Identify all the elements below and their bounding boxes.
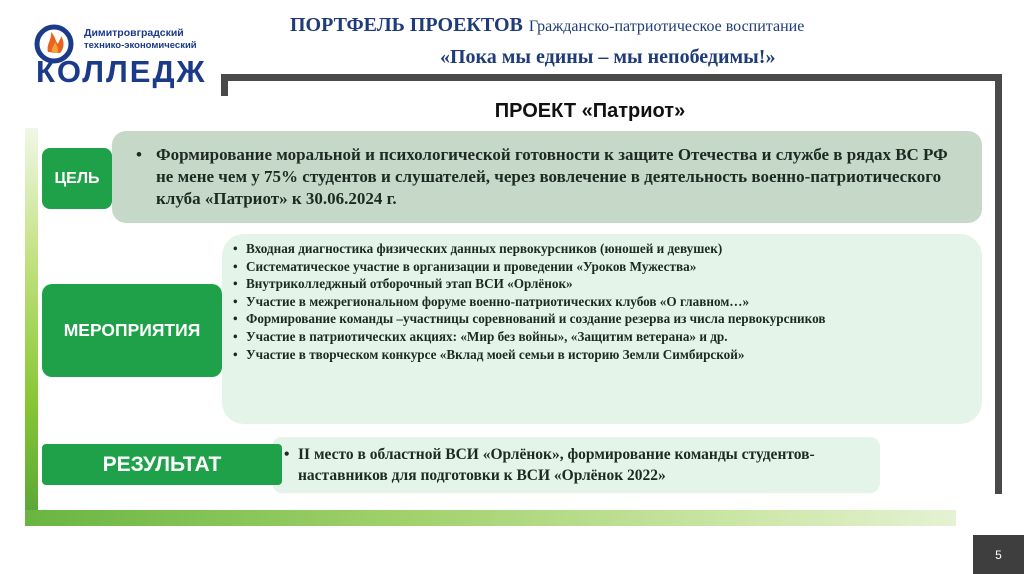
events-item: • Входная диагностика физических данных первокурсников (юношей и девушек) — [230, 240, 966, 258]
page-subtitle: Гражданско-патриотическое воспитание — [528, 18, 805, 35]
events-item: • Участие в творческом конкурсе «Вклад моей семьи в историю Земли Симбирской» — [230, 346, 966, 364]
logo-text-line2: технико-экономический — [84, 40, 197, 51]
green-gradient-bar-bottom — [25, 510, 956, 526]
goal-panel — [112, 131, 982, 223]
events-list — [230, 240, 966, 363]
project-title: ПРОЕКТ «Патриот» — [494, 100, 686, 122]
result-label: РЕЗУЛЬТАТ — [42, 444, 282, 485]
goal-list — [136, 144, 964, 210]
result-item: • II место в областной ВСИ «Орлёнок», формирование команды студентов-наставников для подготовки к ВСИ «Орлёнок 2022» — [284, 444, 870, 486]
result-panel — [272, 437, 880, 493]
page-number: 5 — [973, 535, 1024, 574]
goal-label: ЦЕЛЬ — [42, 148, 112, 209]
goal-item: • Формирование моральной и психологической готовности к защите Отечества и службе в рядах ВС РФ не мене чем у 75% студентов и слушателей, через вовлечение в деятельность военно-патриотического клуба «Патриот» к 30.06.2024 г. — [136, 144, 964, 210]
events-item: • Формирование команды –участницы соревнований и создание резерва из числа первокурсников — [230, 310, 966, 328]
logo-wordmark: КОЛЛЕДЖ — [36, 54, 207, 89]
events-item: • Участие в межрегиональном форуме военно-патриотических клубов «О главном…» — [230, 293, 966, 311]
dark-frame-corner — [221, 74, 228, 96]
page-title: ПОРТФЕЛЬ ПРОЕКТОВ — [290, 14, 523, 36]
logo-text-line1: Димитровградский — [84, 27, 184, 39]
college-logo — [30, 20, 212, 89]
result-list — [284, 444, 870, 486]
page-motto: «Пока мы едины – мы непобедимы!» — [440, 46, 776, 68]
events-item: • Внутриколледжный отборочный этап ВСИ «Орлёнок» — [230, 275, 966, 293]
events-panel — [222, 234, 982, 424]
events-label: МЕРОПРИЯТИЯ — [42, 284, 222, 377]
green-gradient-bar-left — [25, 128, 38, 526]
events-item: • Систематическое участие в организации и проведении «Уроков Мужества» — [230, 258, 966, 276]
header — [290, 14, 990, 37]
events-item: • Участие в патриотических акциях: «Мир без войны», «Защитим ветерана» и др. — [230, 328, 966, 346]
